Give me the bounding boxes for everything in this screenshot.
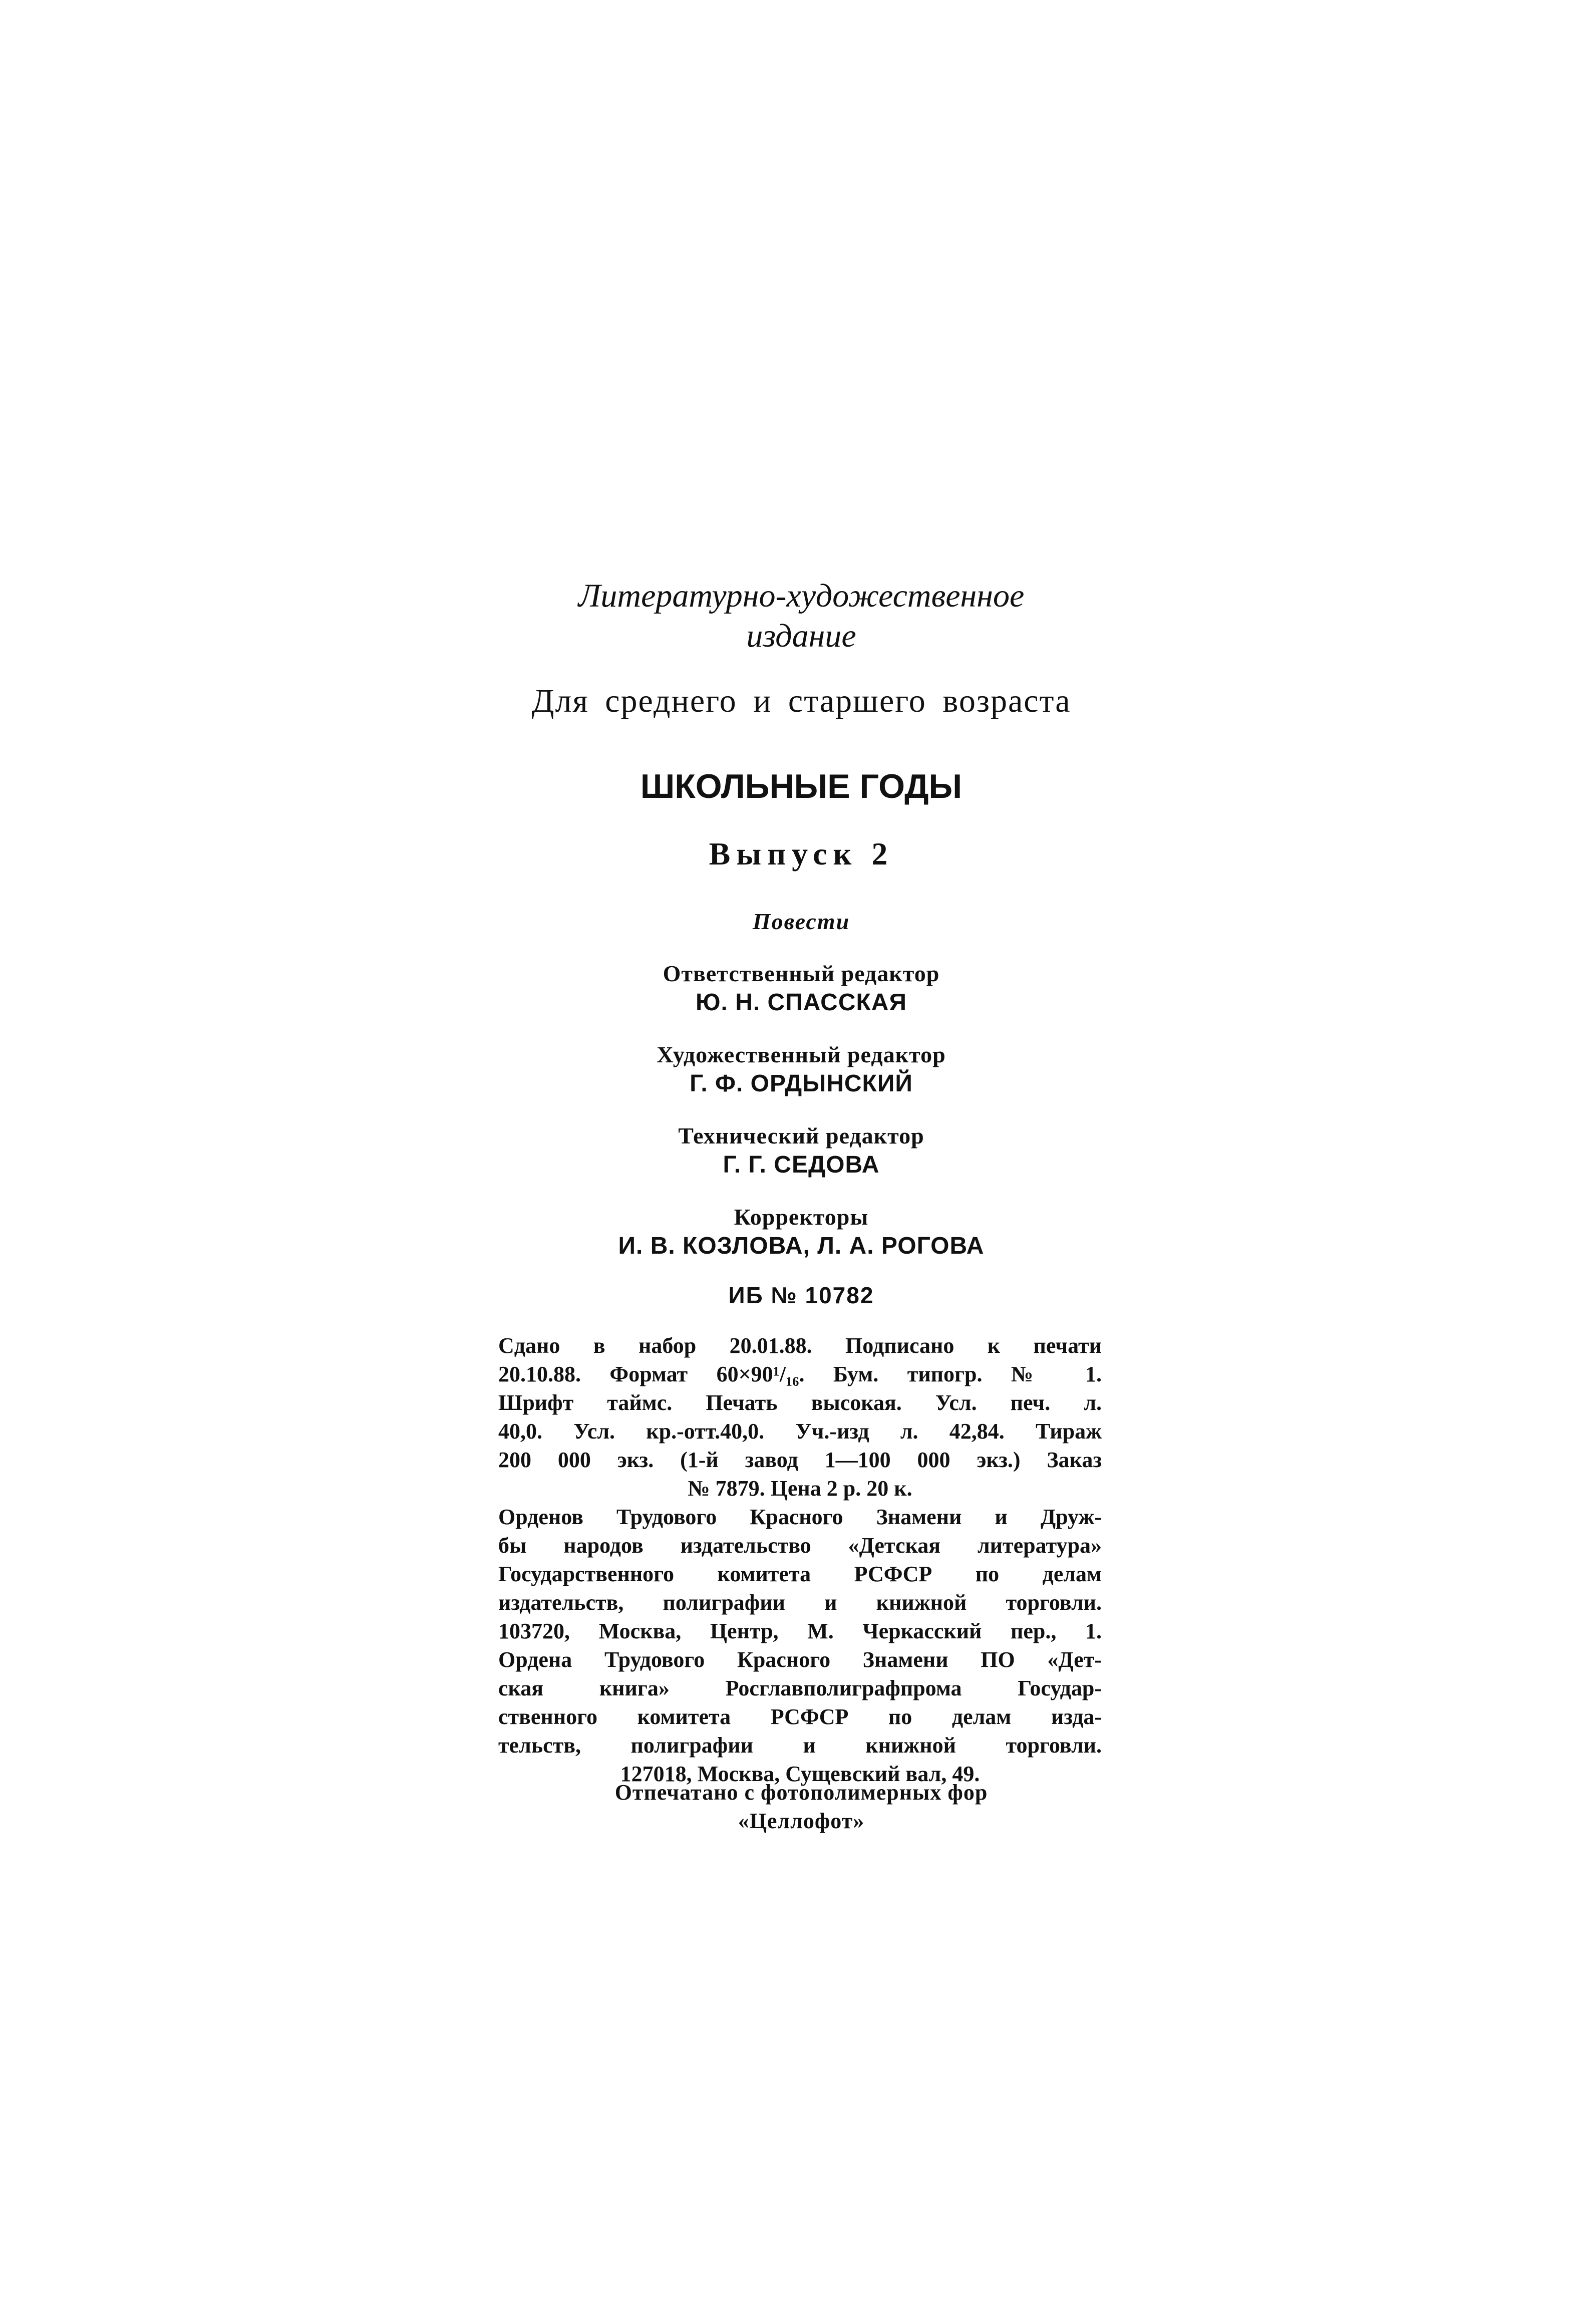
printed-line-2: «Целлофот» [738,1809,865,1833]
ib-number: ИБ № 10782 [728,1282,874,1308]
imprint-line: № 7879. Цена 2 р. 20 к. [688,1476,912,1501]
credit-role: Художественный редактор [657,1042,946,1067]
genre-line-2: издание [746,618,856,654]
book-title: ШКОЛЬНЫЕ ГОДЫ [640,767,963,805]
imprint-line: ская книга» Росглавполиграфпрома Государ- [498,1676,1102,1700]
genre-subtitle: Повести [752,909,850,934]
printed-note [496,1778,1107,1835]
credit-technical-editor [496,1121,1107,1180]
credit-person: Г. Г. СЕДОВА [723,1151,880,1178]
credits-block [496,959,1107,1284]
credit-role: Корректоры [734,1204,869,1230]
imprint-line: Сдано в набор 20.01.88. Подписано к печати [498,1333,1102,1358]
credit-person: Ю. Н. СПАССКАЯ [696,989,907,1016]
imprint-line: издательств, полиграфии и книжной торговли. [498,1590,1102,1615]
imprint-line: ственного комитета РСФСР по делам изда- [498,1704,1102,1729]
credit-proofreaders [496,1203,1107,1261]
genre-heading [496,576,1107,656]
imprint-line: 40,0. Усл. кр.-отт.40,0. Уч.-изд л. 42,84. Тираж [498,1419,1102,1444]
imprint-line: 127018, Москва, Сущевский вал, 49. [620,1762,980,1786]
credit-person: Г. Ф. ОРДЫНСКИЙ [690,1070,913,1097]
imprint-line: тельств, полиграфии и книжной торговли. [498,1733,1102,1758]
credit-responsible-editor [496,959,1107,1017]
issue-number: Выпуск 2 [709,836,894,872]
credit-role: Технический редактор [678,1123,924,1148]
imprint-line: 103720, Москва, Центр, М. Черкасский пер., 1. [498,1619,1102,1643]
imprint-line: 200 000 экз. (1-й завод 1—100 000 экз.) Заказ [498,1448,1102,1472]
imprint-line: Шрифт таймс. Печать высокая. Усл. печ. л. [498,1390,1102,1415]
imprint-line: Ордена Трудового Красного Знамени ПО «Дет- [498,1647,1102,1672]
imprint-line: Государственного комитета РСФСР по делам [498,1562,1102,1586]
imprint-block [498,1331,1102,1788]
credit-role: Ответственный редактор [663,961,940,986]
imprint-line: 20.10.88. Формат 60×90¹/₁₆. Бум. типогр. № 1. [498,1362,1102,1386]
printed-line-1: Отпечатано с фотополимерных фор [614,1780,988,1805]
audience-line: Для среднего и старшего возраста [531,683,1071,719]
imprint-line: Орденов Трудового Красного Знамени и Друж- [498,1505,1102,1529]
genre-line-1: Литературно-художественное [578,578,1025,614]
credit-person: И. В. КОЗЛОВА, Л. А. РОГОВА [618,1233,985,1259]
credit-art-editor [496,1040,1107,1098]
imprint-line: бы народов издательство «Детская литература» [498,1533,1102,1558]
